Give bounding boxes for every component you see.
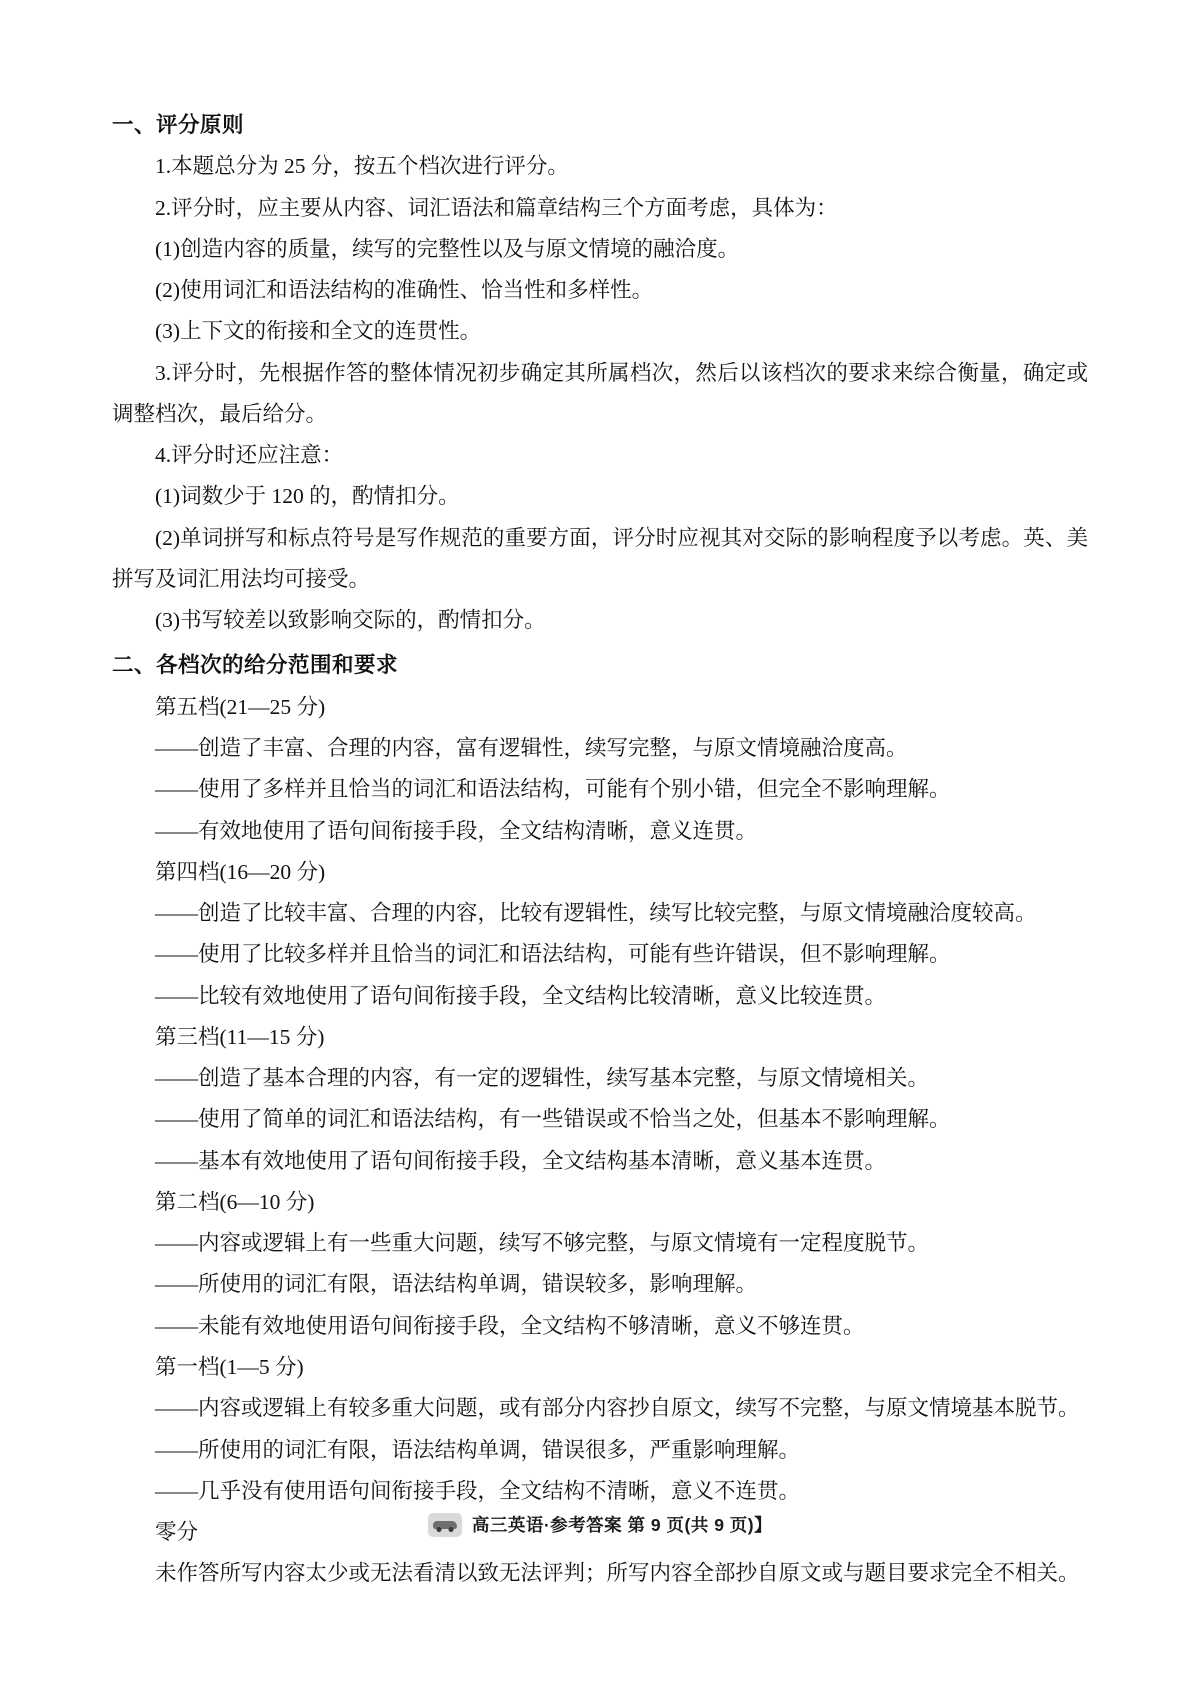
- band-5-item-1: ——创造了丰富、合理的内容，富有逻辑性，续写完整，与原文情境融洽度高。: [155, 735, 908, 760]
- paragraph-principle-3: 3.评分时，先根据作答的整体情况初步确定其所属档次，然后以该档次的要求来综合衡量，确定或调整档次，最后给分。: [112, 360, 1088, 426]
- paragraph-principle-2-3: (3)上下文的衔接和全文的连贯性。: [155, 319, 482, 344]
- band-2-item-2: ——所使用的词汇有限，语法结构单调，错误较多，影响理解。: [155, 1272, 758, 1297]
- paragraph-principle-2: 2.评分时，应主要从内容、词汇语法和篇章结构三个方面考虑，具体为：: [155, 195, 838, 220]
- band-1-item-3: ——几乎没有使用语句间衔接手段，全文结构不清晰，意义不连贯。: [155, 1478, 801, 1503]
- band-5-item-3: ——有效地使用了语句间衔接手段，全文结构清晰，意义连贯。: [155, 818, 758, 843]
- band-4-item-2: ——使用了比较多样并且恰当的词汇和语法结构，可能有些许错误，但不影响理解。: [155, 942, 951, 967]
- section-heading-scoring-principles: 一、评分原则: [112, 113, 245, 137]
- band-title-3: 第三档(11—15 分): [155, 1024, 325, 1049]
- band-title-5: 第五档(21—25 分): [155, 694, 326, 719]
- band-1-item-1: ——内容或逻辑上有较多重大问题，或有部分内容抄自原文，续写不完整，与原文情境基本脱节。: [155, 1396, 1080, 1421]
- paragraph-principle-4-3: (3)书写较差以致影响交际的，酌情扣分。: [155, 608, 546, 633]
- band-3-item-1: ——创造了基本合理的内容，有一定的逻辑性，续写基本完整，与原文情境相关。: [155, 1066, 930, 1091]
- band-5-item-2: ——使用了多样并且恰当的词汇和语法结构，可能有个别小错，但完全不影响理解。: [155, 777, 951, 802]
- paragraph-principle-4-2: (2)单词拼写和标点符号是写作规范的重要方面，评分时应视其对交际的影响程度予以考虑。英、美拼写及词汇用法均可接受。: [112, 525, 1088, 591]
- paragraph-principle-2-1: (1)创造内容的质量，续写的完整性以及与原文情境的融洽度。: [155, 236, 740, 261]
- band-3-item-3: ——基本有效地使用了语句间衔接手段，全文结构基本清晰，意义基本连贯。: [155, 1148, 887, 1173]
- band-2-item-3: ——未能有效地使用语句间衔接手段，全文结构不够清晰，意义不够连贯。: [155, 1313, 865, 1338]
- band-2-item-1: ——内容或逻辑上有一些重大问题，续写不够完整，与原文情境有一定程度脱节。: [155, 1231, 930, 1256]
- paragraph-principle-4-1: (1)词数少于 120 的，酌情扣分。: [155, 484, 460, 509]
- band-title-4: 第四档(16—20 分): [155, 859, 326, 884]
- band-title-1: 第一档(1—5 分): [155, 1354, 304, 1379]
- paragraph-principle-1: 1.本题总分为 25 分，按五个档次进行评分。: [155, 154, 569, 179]
- section-heading-band-requirements: 二、各档次的给分范围和要求: [112, 653, 399, 678]
- band-1-item-2: ——所使用的词汇有限，语法结构单调，错误很多，严重影响理解。: [155, 1437, 801, 1462]
- band-title-zero: 零分: [155, 1520, 199, 1545]
- document-body: [112, 105, 1088, 1595]
- car-icon: [428, 1513, 462, 1537]
- band-3-item-2: ——使用了简单的词汇和语法结构，有一些错误或不恰当之处，但基本不影响理解。: [155, 1107, 951, 1132]
- page-footer: [0, 1512, 1200, 1537]
- band-title-2: 第二档(6—10 分): [155, 1189, 315, 1214]
- paragraph-principle-2-2: (2)使用词汇和语法结构的准确性、恰当性和多样性。: [155, 278, 654, 303]
- band-4-item-3: ——比较有效地使用了语句间衔接手段，全文结构比较清晰，意义比较连贯。: [155, 983, 887, 1008]
- band-4-item-1: ——创造了比较丰富、合理的内容，比较有逻辑性，续写比较完整，与原文情境融洽度较高。: [155, 901, 1037, 926]
- footer-page-label: 高三英语·参考答案 第 9 页(共 9 页)】: [471, 1515, 773, 1535]
- band-zero-item-1: 未作答所写内容太少或无法看清以致无法评判；所写内容全部抄自原文或与题目要求完全不相关。: [155, 1561, 1080, 1586]
- paragraph-principle-4: 4.评分时还应注意：: [155, 443, 344, 468]
